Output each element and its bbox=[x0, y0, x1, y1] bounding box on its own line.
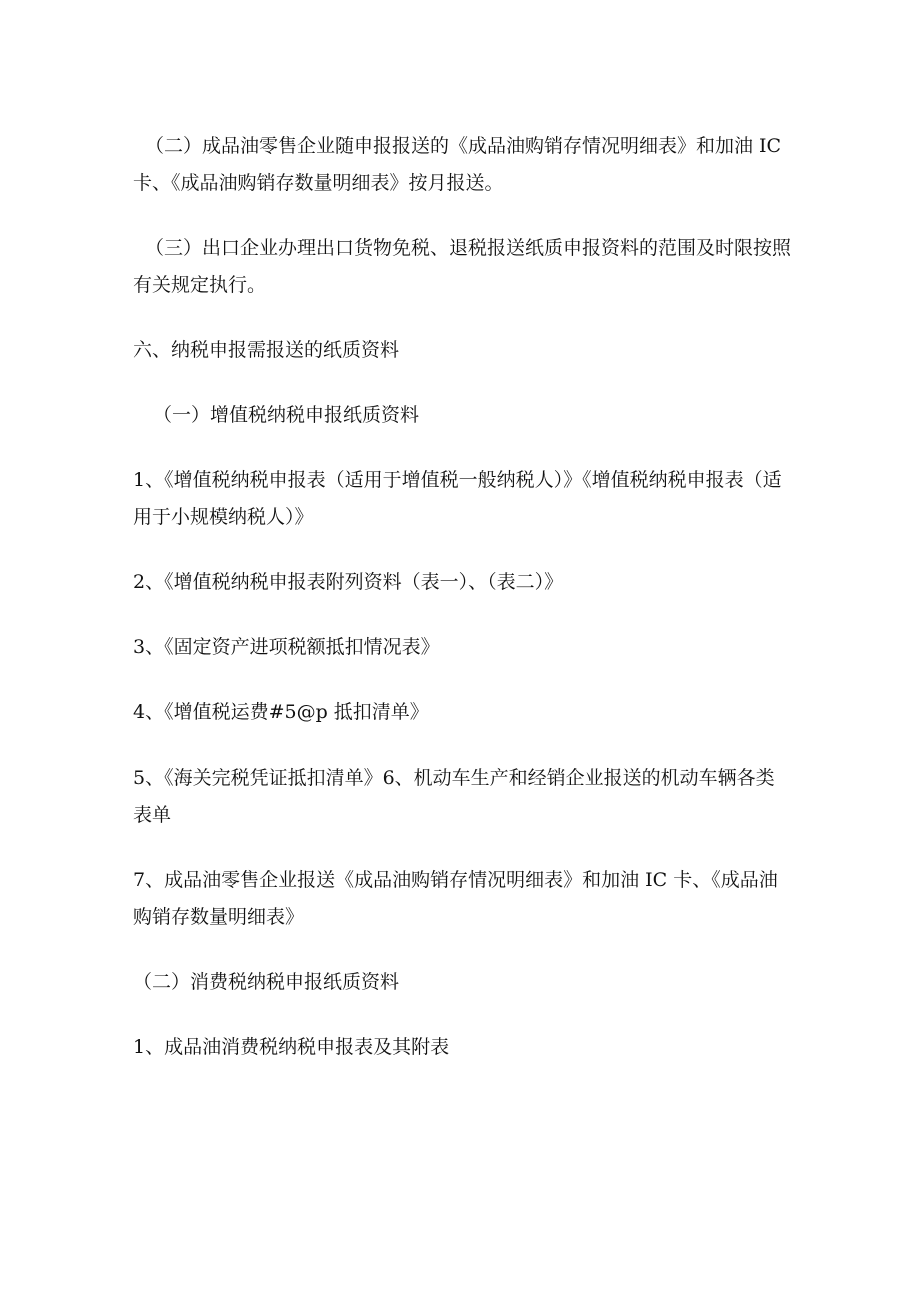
list-item-4: 4、《增值税运费#5@p 抵扣清单》 bbox=[133, 701, 429, 724]
paragraph-retail-oil-report: （二）成品油零售企业随申报报送的《成品油购销存情况明细表》和加油 IC 卡、《成品油购销存数量明细表》按月报送。 bbox=[133, 135, 788, 195]
list-item-consumption-1: 1、成品油消费税纳税申报表及其附表 bbox=[133, 1035, 450, 1058]
list-item-1: 1、《增值税纳税申报表（适用于增值税一般纳税人）》《增值税纳税申报表（适用于小规模纳税人）》 bbox=[133, 469, 782, 529]
paragraph-export-rules: （三）出口企业办理出口货物免税、退税报送纸质申报资料的范围及时限按照有关规定执行。 bbox=[133, 237, 792, 297]
subheading-consumption-tax-materials: （二）消费税纳税申报纸质资料 bbox=[133, 970, 400, 993]
subheading-vat-materials: （一）增值税纳税申报纸质资料 bbox=[153, 404, 420, 427]
document-body bbox=[133, 128, 793, 1094]
list-item-7: 7、成品油零售企业报送《成品油购销存情况明细表》和加油 IC 卡、《成品油购销存数量明细表》 bbox=[133, 868, 778, 928]
list-item-3: 3、《固定资产进项税额抵扣情况表》 bbox=[133, 636, 440, 659]
list-item-2: 2、《增值税纳税申报表附列资料（表一）、（表二）》 bbox=[133, 571, 564, 594]
list-item-5-6: 5、《海关完税凭证抵扣清单》6、机动车生产和经销企业报送的机动车辆各类表单 bbox=[133, 766, 775, 826]
section-heading-paper-materials: 六、纳税申报需报送的纸质资料 bbox=[133, 339, 400, 362]
